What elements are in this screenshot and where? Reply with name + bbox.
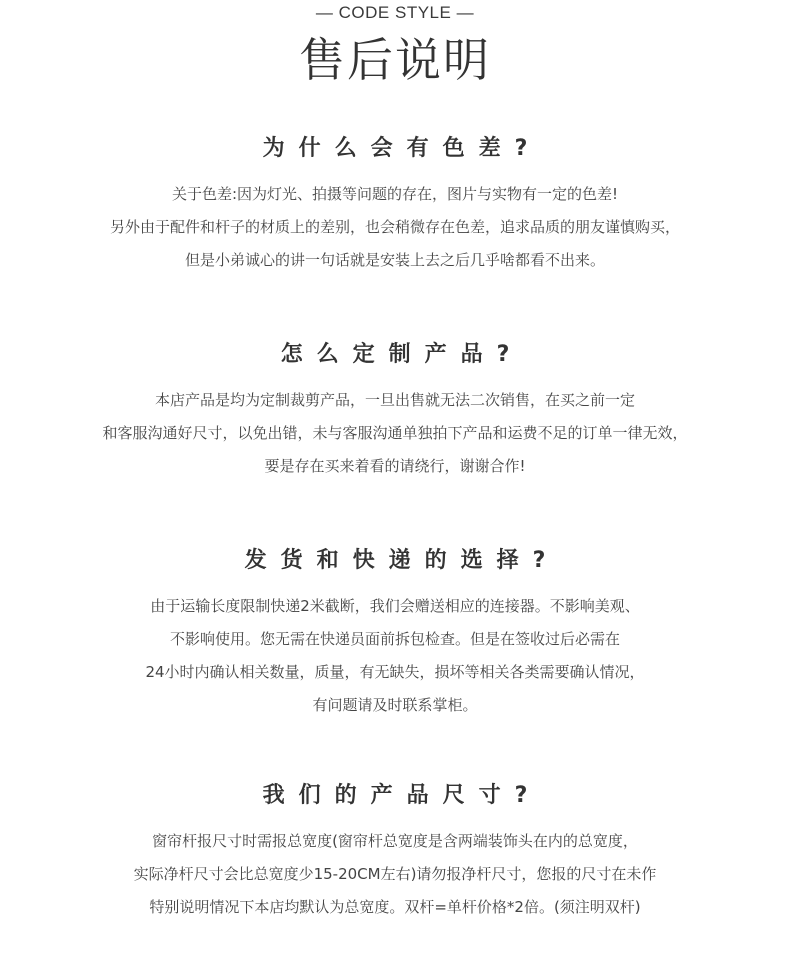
body-line: 特别说明情况下本店均默认为总宽度。双杆=单杆价格*2倍。(须注明双杆)	[149, 898, 641, 916]
body-line: 关于色差:因为灯光、拍摄等问题的存在，图片与实物有一定的色差!	[171, 185, 619, 203]
section-body	[0, 825, 790, 924]
section-heading: 怎么定制产品?	[280, 342, 524, 367]
page-title: 售后说明	[299, 33, 491, 87]
header-tag: — CODE STYLE —	[315, 3, 475, 22]
section-heading: 为什么会有色差?	[262, 136, 542, 161]
section-color-difference	[0, 134, 790, 277]
section-custom-product	[0, 340, 790, 483]
body-line: 24小时内确认相关数量，质量，有无缺失，损坏等相关各类需要确认情况，	[145, 663, 645, 681]
section-product-size	[0, 781, 790, 924]
body-line: 要是存在买来着看的请绕行，谢谢合作!	[264, 457, 526, 475]
section-heading: 我们的产品尺寸?	[262, 783, 542, 808]
section-shipping	[0, 546, 790, 722]
body-line: 实际净杆尺寸会比总宽度少15-20CM左右)请勿报净杆尺寸，您报的尺寸在未作	[133, 865, 657, 883]
section-body	[0, 178, 790, 277]
section-heading: 发货和快递的选择?	[244, 548, 560, 573]
body-line: 窗帘杆报尺寸时需报总宽度(窗帘杆总宽度是含两端装饰头在内的总宽度，	[152, 832, 638, 850]
section-body	[0, 590, 790, 722]
body-line: 不影响使用。您无需在快递员面前拆包检查。但是在签收过后必需在	[169, 630, 620, 648]
body-line: 本店产品是均为定制裁剪产品，一旦出售就无法二次销售，在买之前一定	[154, 391, 635, 409]
body-line: 有问题请及时联系掌柜。	[312, 696, 478, 714]
body-line: 和客服沟通好尺寸，以免出错，未与客服沟通单独拍下产品和运费不足的订单一律无效，	[102, 424, 688, 442]
section-body	[0, 384, 790, 483]
body-line: 另外由于配件和杆子的材质上的差别，也会稍微存在色差，追求品质的朋友谨慎购买，	[109, 218, 680, 236]
body-line: 但是小弟诚心的讲一句话就是安装上去之后几乎啥都看不出来。	[184, 251, 605, 269]
body-line: 由于运输长度限制快递2米截断，我们会赠送相应的连接器。不影响美观、	[150, 597, 640, 615]
